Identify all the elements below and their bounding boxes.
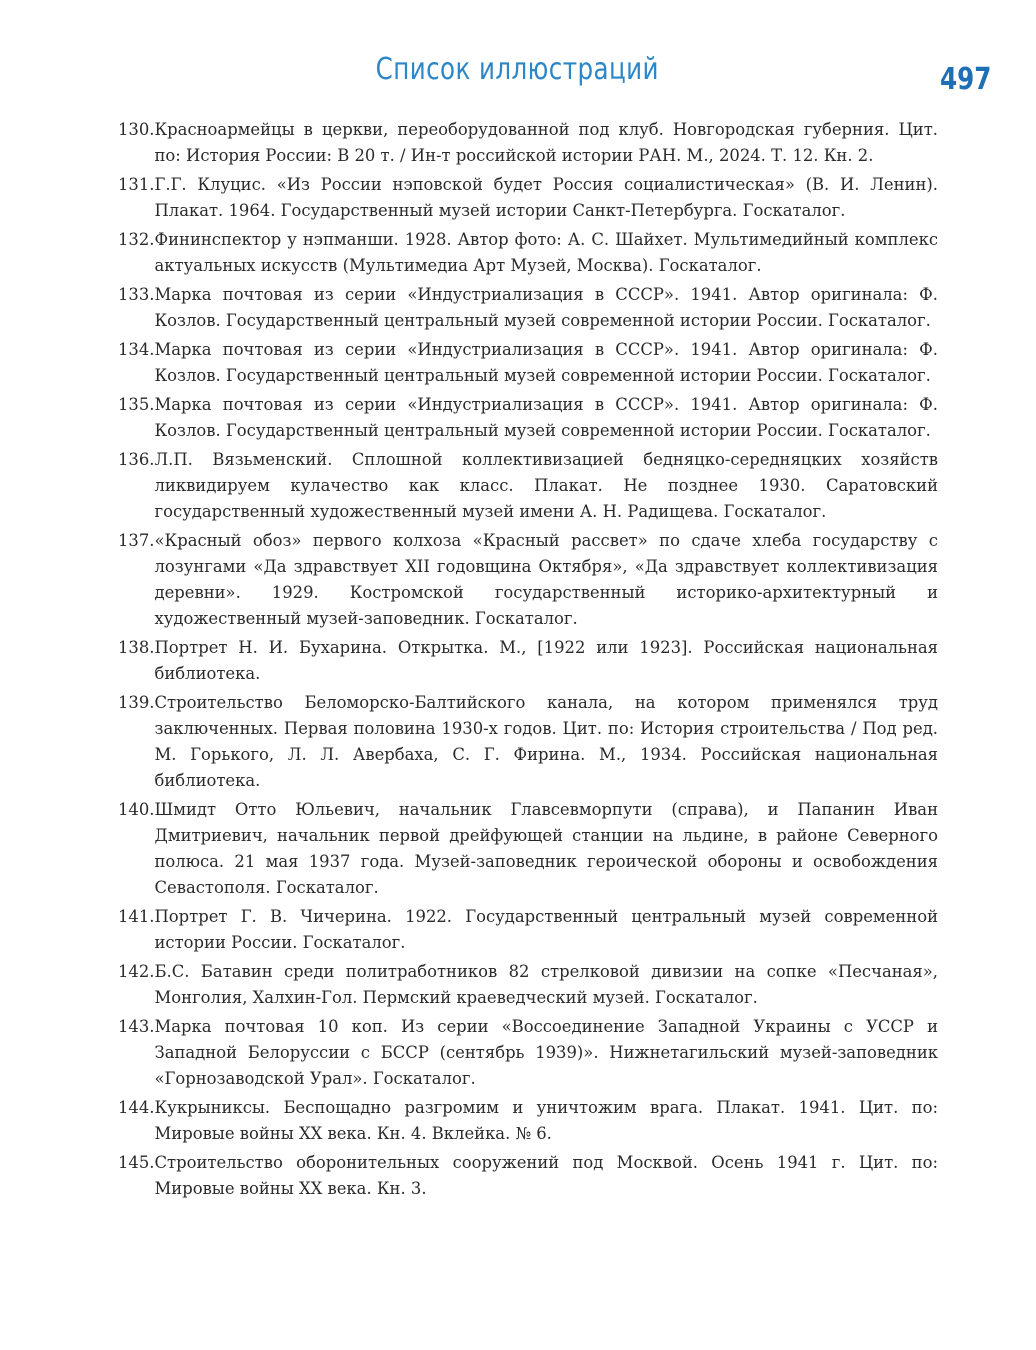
item-number: 140.	[118, 800, 155, 819]
list-item	[118, 1095, 938, 1147]
list-item	[118, 392, 938, 444]
list-item	[118, 959, 938, 1011]
list-item	[118, 904, 938, 956]
item-number: 131.	[118, 175, 155, 194]
item-number: 144.	[118, 1098, 155, 1117]
item-number: 134.	[118, 340, 155, 359]
list-item	[118, 797, 938, 901]
item-text: Фининспектор у нэпманши. 1928. Автор фото: А. С. Шайхет. Мультимедийный комплекс актуальных искусств (Мультимедиа Арт Музей, Москва). Госкаталог.	[154, 230, 938, 275]
list-item	[118, 690, 938, 794]
item-number: 135.	[118, 395, 155, 414]
item-text: Красноармейцы в церкви, переоборудованной под клуб. Новгородская губерния. Цит. по: История России: В 20 т. / Ин-т российской истории РАН. М., 2024. Т. 12. Кн. 2.	[154, 120, 938, 165]
item-number: 133.	[118, 285, 155, 304]
item-text: «Красный обоз» первого колхоза «Красный рассвет» по сдаче хлеба государству с лозунгами «Да здравствует XII годовщина Октября», «Да здравствует коллективизация деревни». 1929. Костромской государственный историко-архитектурный и художественный музей-заповедник. Госкаталог.	[154, 531, 938, 628]
item-text: Б.С. Батавин среди политработников 82 стрелковой дивизии на сопке «Песчаная», Монголия, Халхин-Гол. Пермский краеведческий музей. Госкаталог.	[154, 962, 938, 1007]
list-item	[118, 337, 938, 389]
item-text: Л.П. Вязьменский. Сплошной коллективизацией бедняцко-середняцких хозяйств ликвидируем кулачество как класс. Плакат. Не позднее 1930. Саратовский государственный художественный музей имени А. Н. Радищева. Госкаталог.	[154, 450, 938, 521]
illustration-list	[118, 117, 938, 1205]
list-item	[118, 447, 938, 525]
list-item	[118, 227, 938, 279]
item-number: 143.	[118, 1017, 155, 1036]
running-head-title: Список иллюстраций	[375, 52, 659, 87]
item-text: Шмидт Отто Юльевич, начальник Главсевморпути (справа), и Папанин Иван Дмитриевич, начальник первой дрейфующей станции на льдине, в районе Северного полюса. 21 мая 1937 года. Музей-заповедник героической обороны и освобождения Севастополя. Госкаталог.	[154, 800, 938, 897]
item-number: 132.	[118, 230, 155, 249]
item-text: Портрет Г. В. Чичерина. 1922. Государственный центральный музей современной истории России. Госкаталог.	[154, 907, 938, 952]
list-item	[118, 172, 938, 224]
item-text: Марка почтовая из серии «Индустриализация в СССР». 1941. Автор оригинала: Ф. Козлов. Государственный центральный музей современной истории России. Госкаталог.	[154, 395, 938, 440]
item-number: 145.	[118, 1153, 155, 1172]
item-text: Строительство Беломорско-Балтийского канала, на котором применялся труд заключенных. Первая половина 1930-х годов. Цит. по: История строительства / Под ред. М. Горького, Л. Л. Авербаха, С. Г. Фирина. М., 1934. Российская национальная библиотека.	[154, 693, 938, 790]
list-item	[118, 635, 938, 687]
item-number: 130.	[118, 120, 155, 139]
item-text: Марка почтовая из серии «Индустриализация в СССР». 1941. Автор оригинала: Ф. Козлов. Государственный центральный музей современной истории России. Госкаталог.	[154, 285, 938, 330]
item-text: Марка почтовая 10 коп. Из серии «Воссоединение Западной Украины с УССР и Западной Белоруссии с БССР (сентябрь 1939)». Нижнетагильский музей-заповедник «Горнозаводской Урал». Госкаталог.	[154, 1017, 938, 1088]
list-item	[118, 282, 938, 334]
list-item	[118, 528, 938, 632]
item-text: Г.Г. Клуцис. «Из России нэповской будет Россия социалистическая» (В. И. Ленин). Плакат. 1964. Государственный музей истории Санкт-Петербурга. Госкаталог.	[154, 175, 938, 220]
item-text: Кукрыниксы. Беспощадно разгромим и уничтожим врага. Плакат. 1941. Цит. по: Мировые войны XX века. Кн. 4. Вклейка. № 6.	[154, 1098, 938, 1143]
item-number: 138.	[118, 638, 155, 657]
item-number: 139.	[118, 693, 155, 712]
list-item	[118, 117, 938, 169]
item-text: Марка почтовая из серии «Индустриализация в СССР». 1941. Автор оригинала: Ф. Козлов. Государственный центральный музей современной истории России. Госкаталог.	[154, 340, 938, 385]
item-text: Портрет Н. И. Бухарина. Открытка. М., [1922 или 1923]. Российская национальная библиотека.	[154, 638, 938, 683]
item-number: 142.	[118, 962, 155, 981]
item-text: Строительство оборонительных сооружений под Москвой. Осень 1941 г. Цит. по: Мировые войны XX века. Кн. 3.	[154, 1153, 938, 1198]
page-number: 497	[940, 62, 992, 97]
list-item	[118, 1150, 938, 1202]
list-item	[118, 1014, 938, 1092]
item-number: 141.	[118, 907, 155, 926]
item-number: 136.	[118, 450, 155, 469]
item-number: 137.	[118, 531, 155, 550]
